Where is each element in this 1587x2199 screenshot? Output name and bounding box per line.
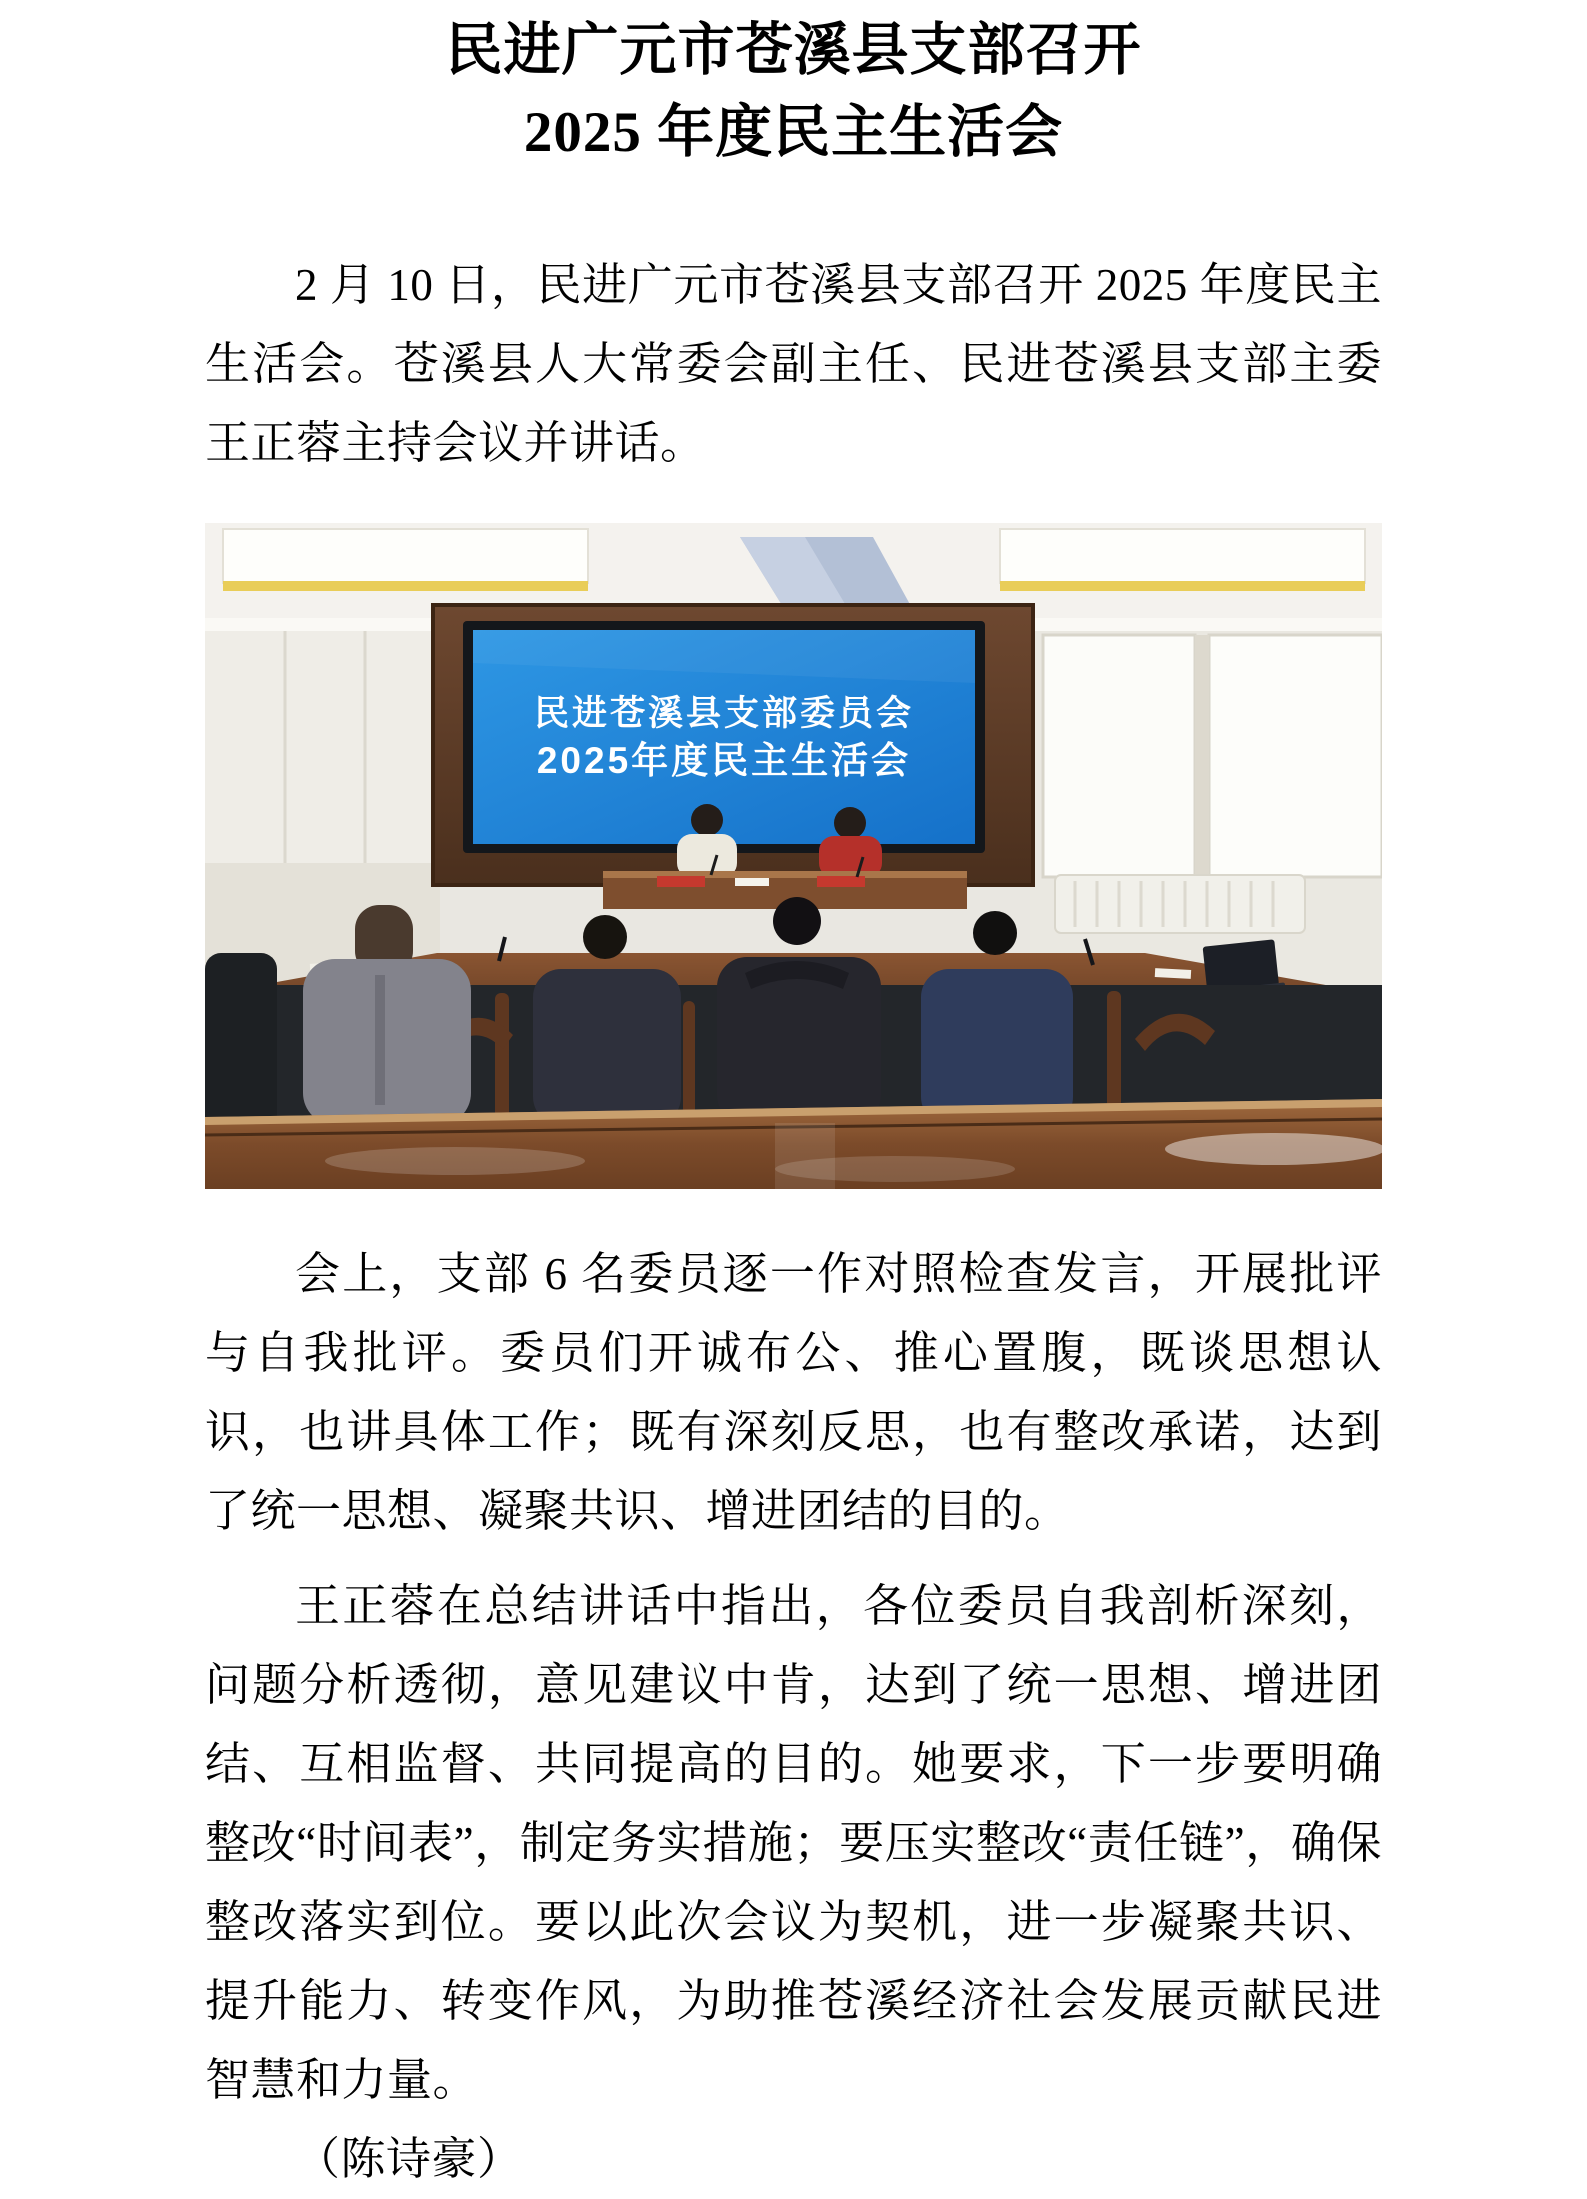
paragraph-2: 会上，支部 6 名委员逐一作对照检查发言，开展批评与自我批评。委员们开诚布公、推心置腹，既谈思想认识，也讲具体工作；既有深刻反思，也有整改承诺，达到了统一思想、凝聚共识、增进团结的目的。 <box>205 1249 1382 1536</box>
screen-title-line2: 2025年度民主生活会 <box>536 740 912 781</box>
paper <box>735 878 769 886</box>
paper <box>1155 968 1191 979</box>
window-left <box>1043 635 1195 877</box>
window-pillar <box>1195 635 1209 877</box>
screen-title-line1: 民进苍溪县支部委员会 <box>533 694 915 733</box>
document-title-line1: 民进广元市苍溪县支部召开 <box>445 19 1142 82</box>
chair-left-edge <box>205 953 277 1135</box>
document-title <box>0 0 1587 174</box>
paragraph-3: 王正蓉在总结讲话中指出，各位委员自我剖析深刻，问题分析透彻，意见建议中肯，达到了统一思想、增进团结、互相监督、共同提高的目的。她要求，下一步要明确整改“时间表”，制定务实措施；要压实整改“责任链”，确保整改落实到位。要以此次会议为契机，进一步凝聚共识、提升能力、转变作风，为助推苍溪经济社会发展贡献民进智慧和力量。 <box>205 1581 1382 2105</box>
ceiling-light-right <box>1000 529 1365 583</box>
meeting-room-illustration <box>205 523 1382 1189</box>
document-body <box>205 246 1382 2199</box>
table-reflection <box>775 1123 835 1189</box>
paragraph-1: 2 月 10 日，民进广元市苍溪县支部召开 2025 年度民主生活会。苍溪县人大常委会副主任、民进苍溪县支部主委王正蓉主持会议并讲话。 <box>205 260 1382 468</box>
light-cove-left <box>223 581 588 591</box>
table-reflection <box>325 1147 585 1175</box>
red-folder <box>817 876 865 887</box>
light-cove-right <box>1000 581 1365 591</box>
meeting-photo <box>205 523 1382 1189</box>
window-right <box>1209 635 1382 877</box>
red-folder <box>657 876 705 887</box>
table-reflection <box>1165 1133 1382 1165</box>
document-title-line2: 2025 年度民主生活会 <box>523 101 1064 164</box>
ceiling-light-left <box>223 529 588 583</box>
radiator <box>1055 875 1305 933</box>
byline: （陈诗豪） <box>295 2134 523 2184</box>
